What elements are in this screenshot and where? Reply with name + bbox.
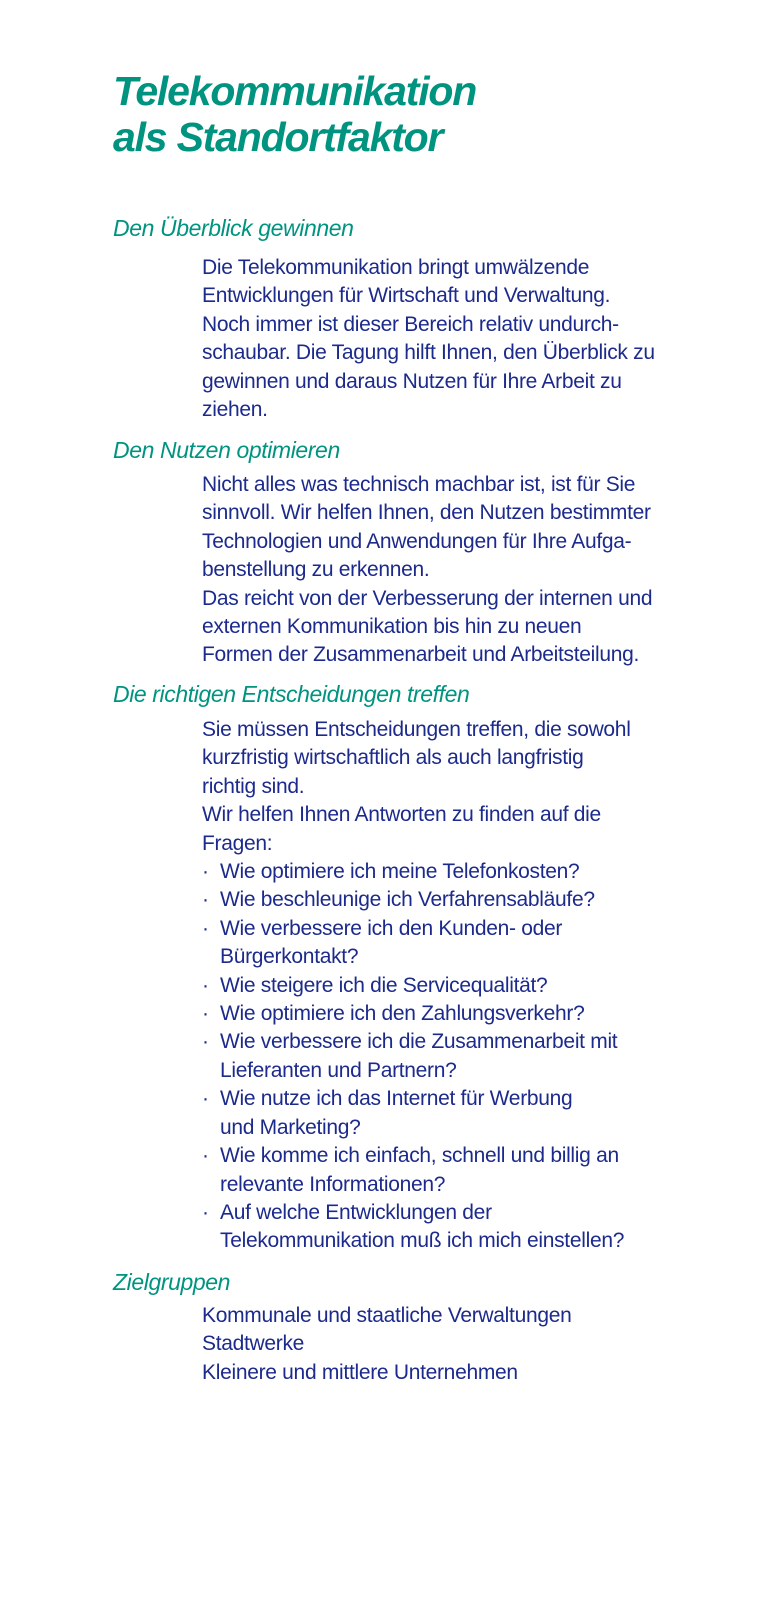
paragraph-line: benstellung zu erkennen. [202,558,430,582]
paragraph-line: externen Kommunikation bis hin zu neuen [202,615,582,639]
question-text: Auf welche Entwicklungen der [220,1200,492,1224]
section-body-nutzen [202,471,742,670]
paragraph-line: Nicht alles was technisch machbar ist, ist für Sie [202,473,636,496]
question-text: Wie optimiere ich den Zahlungsverkehr? [220,1002,585,1026]
bullet-dot: · [202,973,209,997]
section-body-entscheidungen [202,716,742,1256]
bullet-dot: · [202,1002,209,1026]
question-list-item [202,1085,742,1142]
question-list-item [202,1142,742,1199]
bullet-dot: · [202,916,209,940]
paragraph-line: Sie müssen Entscheidungen treffen, die sowohl [202,718,631,741]
paragraph-line: ziehen. [202,398,268,422]
section-heading-entscheidungen: Die richtigen Entscheidungen treffen [113,681,470,707]
page-title-line-1: Telekommunikation [113,68,477,114]
question-list-item [202,858,742,886]
bullet-dot: · [202,1087,209,1111]
target-group-item: Kommunale und staatliche Verwaltungen [202,1304,572,1327]
section-body-zielgruppen [202,1302,742,1387]
paragraph-line: kurzfristig wirtschaftlich als auch langfristig [202,746,584,770]
bullet-dot: · [202,1144,209,1168]
question-list-item [202,886,742,914]
bullet-dot: · [202,1200,209,1224]
target-group-item: Stadtwerke [202,1332,305,1356]
paragraph-line: Das reicht von der Verbesserung der internen und [202,586,653,610]
question-text: Wie verbessere ich die Zusammenarbeit mit [220,1030,618,1054]
question-text: Wie nutze ich das Internet für Werbung [220,1087,573,1111]
target-group-item: Kleinere und mittlere Unternehmen [202,1360,518,1384]
bullet-dot: · [202,860,209,884]
question-text: Wie verbessere ich den Kunden- oder [220,916,563,940]
page-title [113,68,476,160]
paragraph-line: Technologien und Anwendungen für Ihre Aufga- [202,529,632,553]
question-text: Wie steigere ich die Servicequalität? [220,973,548,997]
paragraph-line: Die Telekommunikation bringt umwälzende [202,256,590,279]
section-heading-ueberblick: Den Überblick gewinnen [113,215,354,241]
paragraph-line: richtig sind. [202,774,305,798]
section-heading-zielgruppen: Zielgruppen [113,1269,231,1295]
paragraph-line: gewinnen und daraus Nutzen für Ihre Arbeit zu [202,369,622,393]
paragraph-line: schaubar. Die Tagung hilft Ihnen, den Überblick zu [202,341,655,365]
section-heading-nutzen: Den Nutzen optimieren [113,437,340,463]
question-list-item [202,1199,742,1256]
question-text: Wie komme ich einfach, schnell und billig an [220,1144,619,1168]
paragraph-line: Formen der Zusammenarbeit und Arbeitsteilung. [202,643,640,667]
question-text: Lieferanten und Partnern? [220,1058,457,1082]
question-text: Wie beschleunige ich Verfahrensabläufe? [220,888,595,912]
paragraph-line: Wir helfen Ihnen Antworten zu finden auf die [202,803,601,827]
page-title-line-2: als Standortfaktor [113,114,443,160]
question-text: relevante Informationen? [220,1172,446,1196]
bullet-dot: · [202,888,209,912]
question-text: Wie optimiere ich meine Telefonkosten? [220,860,580,884]
question-list-item [202,1028,742,1085]
section-body-ueberblick [202,254,742,424]
question-text: Bürgerkontakt? [220,945,359,969]
paragraph-line: Fragen: [202,831,273,855]
question-list-item [202,972,742,1000]
paragraph-line: Noch immer ist dieser Bereich relativ undurch- [202,312,619,336]
question-list-item [202,915,742,972]
question-text: Telekommunikation muß ich mich einstellen? [220,1229,625,1253]
question-text: und Marketing? [220,1115,361,1139]
question-list-item [202,1000,742,1028]
bullet-dot: · [202,1030,209,1054]
paragraph-line: sinnvoll. Wir helfen Ihnen, den Nutzen bestimmter [202,501,651,525]
paragraph-line: Entwicklungen für Wirtschaft und Verwaltung. [202,284,611,308]
